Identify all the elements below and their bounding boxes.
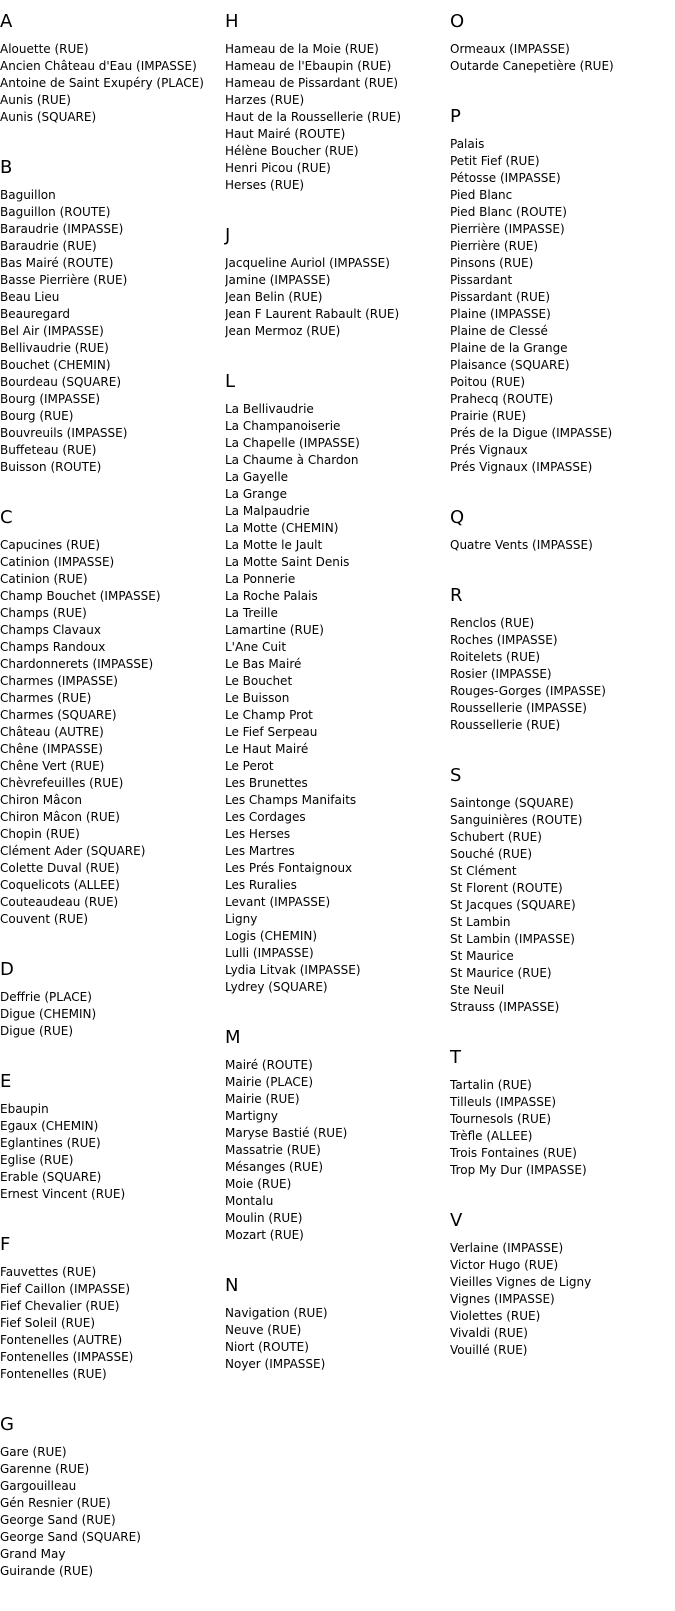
- index-column-3: [450, 0, 675, 1390]
- letter-heading: F: [0, 1234, 11, 1255]
- street-name: Pied Blanc (ROUTE): [450, 205, 567, 219]
- street-name: Mairie (RUE): [225, 1092, 300, 1106]
- street-name: Prairie (RUE): [450, 409, 527, 423]
- letter-group: [0, 507, 225, 928]
- street-name: Vieilles Vignes de Ligny: [450, 1275, 592, 1289]
- street-name: Fontenelles (AUTRE): [0, 1333, 123, 1347]
- street-name: St Maurice (RUE): [450, 966, 552, 980]
- street-name: Baguillon (ROUTE): [0, 205, 111, 219]
- street-name: Lulli (IMPASSE): [225, 946, 314, 960]
- street-name: Jean F Laurent Rabault (RUE): [225, 307, 400, 321]
- street-name: Charmes (RUE): [0, 691, 92, 705]
- street-list: [450, 1077, 675, 1179]
- street-name: Couvent (RUE): [0, 912, 89, 926]
- street-name: Pied Blanc: [450, 188, 513, 202]
- street-name: Gén Resnier (RUE): [0, 1496, 111, 1510]
- street-list: [225, 401, 450, 996]
- street-name: La Motte le Jault: [225, 538, 323, 552]
- street-name: Petit Fief (RUE): [450, 154, 540, 168]
- street-name: Pissardant (RUE): [450, 290, 551, 304]
- letter-heading: V: [450, 1210, 463, 1231]
- letter-group: [225, 371, 450, 996]
- street-name: Mairé (ROUTE): [225, 1058, 313, 1072]
- street-list: [450, 1240, 675, 1359]
- letter-heading: A: [0, 11, 13, 32]
- street-name: Les Herses: [225, 827, 291, 841]
- street-name: Digue (RUE): [0, 1024, 74, 1038]
- street-name: St Lambin (IMPASSE): [450, 932, 575, 946]
- street-name: Pétosse (IMPASSE): [450, 171, 561, 185]
- street-name: Eglise (RUE): [0, 1153, 74, 1167]
- street-name: Aunis (RUE): [0, 93, 71, 107]
- street-name: Hameau de Pissardant (RUE): [225, 76, 399, 90]
- street-name: Pissardant: [450, 273, 513, 287]
- street-name: Niort (ROUTE): [225, 1340, 309, 1354]
- street-name: Prés Vignaux (IMPASSE): [450, 460, 593, 474]
- letter-heading: J: [225, 225, 231, 246]
- street-name: Gare (RUE): [0, 1445, 67, 1459]
- letter-group: [0, 1071, 225, 1203]
- street-name: Fontenelles (IMPASSE): [0, 1350, 134, 1364]
- street-name: Chêne (IMPASSE): [0, 742, 103, 756]
- letter-group: [450, 1047, 675, 1179]
- street-name: Les Ruralies: [225, 878, 297, 892]
- street-name: Champs (RUE): [0, 606, 87, 620]
- street-name: Massatrie (RUE): [225, 1143, 321, 1157]
- street-name: Neuve (RUE): [225, 1323, 302, 1337]
- letter-heading: M: [225, 1027, 241, 1048]
- street-name: Strauss (IMPASSE): [450, 1000, 560, 1014]
- street-name: La Roche Palais: [225, 589, 318, 603]
- street-name: Bouvreuils (IMPASSE): [0, 426, 128, 440]
- street-name: Victor Hugo (RUE): [450, 1258, 559, 1272]
- street-name: St Florent (ROUTE): [450, 881, 563, 895]
- street-name: Poitou (RUE): [450, 375, 526, 389]
- street-name: Haut Mairé (ROUTE): [225, 127, 346, 141]
- letter-group: [450, 585, 675, 734]
- street-name: Pierrière (IMPASSE): [450, 222, 565, 236]
- street-name: St Jacques (SQUARE): [450, 898, 576, 912]
- street-name: Henri Picou (RUE): [225, 161, 331, 175]
- street-name: Ste Neuil: [450, 983, 505, 997]
- letter-group: [450, 765, 675, 1016]
- street-name: Guirande (RUE): [0, 1564, 94, 1578]
- street-list: [225, 1057, 450, 1244]
- street-name: Catinion (RUE): [0, 572, 88, 586]
- street-name: Pinsons (RUE): [450, 256, 534, 270]
- street-name: Renclos (RUE): [450, 616, 535, 630]
- street-name: Plaine de Clessé: [450, 324, 548, 338]
- street-name: Outarde Canepetière (RUE): [450, 59, 614, 73]
- letter-heading: L: [225, 371, 236, 392]
- street-name: Château (AUTRE): [0, 725, 104, 739]
- street-name: Bourg (IMPASSE): [0, 392, 101, 406]
- street-name: Baraudrie (RUE): [0, 239, 97, 253]
- street-name: Ormeaux (IMPASSE): [450, 42, 570, 56]
- street-name: La Motte Saint Denis: [225, 555, 350, 569]
- street-name: Plaine (IMPASSE): [450, 307, 551, 321]
- street-list: [225, 255, 450, 340]
- street-list: [0, 537, 225, 928]
- street-name: Ernest Vincent (RUE): [0, 1187, 126, 1201]
- street-name: Eglantines (RUE): [0, 1136, 101, 1150]
- street-list: [450, 537, 675, 554]
- street-name: Lydia Litvak (IMPASSE): [225, 963, 361, 977]
- street-name: Alouette (RUE): [0, 42, 89, 56]
- street-name: Rouges-Gorges (IMPASSE): [450, 684, 606, 698]
- street-name: Bouchet (CHEMIN): [0, 358, 111, 372]
- street-name: Chiron Mâcon: [0, 793, 83, 807]
- street-list: [0, 1264, 225, 1383]
- street-name: Buisson (ROUTE): [0, 460, 102, 474]
- street-name: Deffrie (PLACE): [0, 990, 92, 1004]
- street-name: Tournesols (RUE): [450, 1112, 552, 1126]
- letter-group: [225, 1027, 450, 1244]
- street-name: Levant (IMPASSE): [225, 895, 331, 909]
- letter-heading: C: [0, 507, 13, 528]
- street-name: Rosier (IMPASSE): [450, 667, 552, 681]
- street-name: Plaine de la Grange: [450, 341, 568, 355]
- street-name: Colette Duval (RUE): [0, 861, 120, 875]
- street-name: Les Prés Fontaignoux: [225, 861, 353, 875]
- letter-group: [450, 507, 675, 554]
- street-list: [225, 1305, 450, 1373]
- street-name: Hameau de l'Ebaupin (RUE): [225, 59, 392, 73]
- street-name: Egaux (CHEMIN): [0, 1119, 99, 1133]
- street-name: Le Fief Serpeau: [225, 725, 318, 739]
- street-name: Baguillon: [0, 188, 56, 202]
- letter-group: [0, 959, 225, 1040]
- letter-heading: S: [450, 765, 462, 786]
- street-name: Bas Mairé (ROUTE): [0, 256, 114, 270]
- street-name: Champ Bouchet (IMPASSE): [0, 589, 161, 603]
- letter-group: [225, 1275, 450, 1373]
- street-name: Moie (RUE): [225, 1177, 292, 1191]
- street-name: Sanguinières (ROUTE): [450, 813, 583, 827]
- street-name: Fief Chevalier (RUE): [0, 1299, 120, 1313]
- street-name: Le Buisson: [225, 691, 290, 705]
- street-name: Vouillé (RUE): [450, 1343, 528, 1357]
- letter-group: [0, 157, 225, 476]
- street-name: Coquelicots (ALLEE): [0, 878, 120, 892]
- street-name: Martigny: [225, 1109, 279, 1123]
- street-name: Jamine (IMPASSE): [225, 273, 331, 287]
- letter-group: [0, 11, 225, 126]
- street-name: L'Ane Cuit: [225, 640, 287, 654]
- street-name: Gargouilleau: [0, 1479, 77, 1493]
- letter-group: [0, 1234, 225, 1383]
- letter-heading: B: [0, 157, 13, 178]
- street-name: Bel Air (IMPASSE): [0, 324, 104, 338]
- street-name: Mésanges (RUE): [225, 1160, 324, 1174]
- street-name: Montalu: [225, 1194, 274, 1208]
- street-name: Les Brunettes: [225, 776, 308, 790]
- street-name: Le Perot: [225, 759, 274, 773]
- street-name: Fief Caillon (IMPASSE): [0, 1282, 131, 1296]
- letter-heading: R: [450, 585, 463, 606]
- street-name: Lydrey (SQUARE): [225, 980, 328, 994]
- street-name: Maryse Bastié (RUE): [225, 1126, 348, 1140]
- street-name: Bourg (RUE): [0, 409, 74, 423]
- letter-heading: P: [450, 106, 461, 127]
- letter-heading: G: [0, 1414, 14, 1435]
- street-name: La Champanoiserie: [225, 419, 341, 433]
- street-list: [225, 41, 450, 194]
- street-name: Tilleuls (IMPASSE): [450, 1095, 557, 1109]
- street-name: Souché (RUE): [450, 847, 533, 861]
- street-name: Catinion (IMPASSE): [0, 555, 115, 569]
- street-name: La Malpaudrie: [225, 504, 310, 518]
- street-name: Chêne Vert (RUE): [0, 759, 105, 773]
- street-name: Prahecq (ROUTE): [450, 392, 554, 406]
- street-name: Fauvettes (RUE): [0, 1265, 97, 1279]
- street-name: Champs Clavaux: [0, 623, 101, 637]
- street-name: Bourdeau (SQUARE): [0, 375, 122, 389]
- street-name: Garenne (RUE): [0, 1462, 90, 1476]
- street-name: Jean Belin (RUE): [225, 290, 323, 304]
- street-name: La Chapelle (IMPASSE): [225, 436, 360, 450]
- street-name: Bellivaudrie (RUE): [0, 341, 109, 355]
- street-name: Aunis (SQUARE): [0, 110, 97, 124]
- street-name: Violettes (RUE): [450, 1309, 541, 1323]
- street-name: Jacqueline Auriol (IMPASSE): [225, 256, 390, 270]
- street-name: Herses (RUE): [225, 178, 305, 192]
- street-name: La Chaume à Chardon: [225, 453, 359, 467]
- street-name: Moulin (RUE): [225, 1211, 303, 1225]
- street-name: Le Champ Prot: [225, 708, 313, 722]
- street-name: Mairie (PLACE): [225, 1075, 314, 1089]
- street-name: Beau Lieu: [0, 290, 60, 304]
- street-name: St Maurice: [450, 949, 514, 963]
- street-name: La Ponnerie: [225, 572, 296, 586]
- street-name: Les Martres: [225, 844, 295, 858]
- letter-group: [450, 11, 675, 75]
- street-name: Fief Soleil (RUE): [0, 1316, 96, 1330]
- street-name: Beauregard: [0, 307, 70, 321]
- street-name: George Sand (SQUARE): [0, 1530, 141, 1544]
- street-name: Roussellerie (RUE): [450, 718, 561, 732]
- street-name: Ebaupin: [0, 1102, 49, 1116]
- street-name: Fontenelles (RUE): [0, 1367, 107, 1381]
- street-name: Roitelets (RUE): [450, 650, 541, 664]
- street-name: Ancien Château d'Eau (IMPASSE): [0, 59, 197, 73]
- street-name: Les Champs Manifaits: [225, 793, 357, 807]
- street-name: Prés Vignaux: [450, 443, 528, 457]
- street-name: Noyer (IMPASSE): [225, 1357, 326, 1371]
- street-list: [450, 615, 675, 734]
- street-list: [0, 989, 225, 1040]
- street-name: Hameau de la Moie (RUE): [225, 42, 379, 56]
- street-name: La Grange: [225, 487, 288, 501]
- street-name: Chiron Mâcon (RUE): [0, 810, 120, 824]
- street-name: Ligny: [225, 912, 258, 926]
- street-name: Lamartine (RUE): [225, 623, 324, 637]
- letter-heading: H: [225, 11, 239, 32]
- street-name: La Treille: [225, 606, 278, 620]
- street-name: Palais: [450, 137, 485, 151]
- street-name: Trop My Dur (IMPASSE): [450, 1163, 587, 1177]
- street-name: Buffeteau (RUE): [0, 443, 97, 457]
- letter-heading: N: [225, 1275, 239, 1296]
- street-list: [0, 1101, 225, 1203]
- street-name: Digue (CHEMIN): [0, 1007, 97, 1021]
- street-name: Vignes (IMPASSE): [450, 1292, 555, 1306]
- street-name: Champs Randoux: [0, 640, 106, 654]
- street-list: [450, 136, 675, 476]
- street-list: [450, 795, 675, 1016]
- street-name: St Clément: [450, 864, 517, 878]
- street-name: Le Bouchet: [225, 674, 293, 688]
- letter-heading: O: [450, 11, 465, 32]
- letter-heading: Q: [450, 507, 465, 528]
- street-name: Clément Ader (SQUARE): [0, 844, 146, 858]
- street-name: Haut de la Roussellerie (RUE): [225, 110, 402, 124]
- street-name: Charmes (IMPASSE): [0, 674, 118, 688]
- street-name: La Bellivaudrie: [225, 402, 314, 416]
- letter-group: [0, 1414, 225, 1580]
- street-name: Baraudrie (IMPASSE): [0, 222, 124, 236]
- street-name: Antoine de Saint Exupéry (PLACE): [0, 76, 204, 90]
- street-name: Prés de la Digue (IMPASSE): [450, 426, 613, 440]
- street-name: Charmes (SQUARE): [0, 708, 117, 722]
- street-list: [450, 41, 675, 75]
- letter-heading: T: [450, 1047, 461, 1068]
- street-name: Logis (CHEMIN): [225, 929, 318, 943]
- street-list: [0, 41, 225, 126]
- street-name: Chardonnerets (IMPASSE): [0, 657, 154, 671]
- street-name: Le Haut Mairé: [225, 742, 309, 756]
- street-name: Mozart (RUE): [225, 1228, 304, 1242]
- street-name: Trois Fontaines (RUE): [450, 1146, 577, 1160]
- letter-heading: E: [0, 1071, 12, 1092]
- street-name: Roussellerie (IMPASSE): [450, 701, 587, 715]
- street-name: Jean Mermoz (RUE): [225, 324, 341, 338]
- street-name: Roches (IMPASSE): [450, 633, 558, 647]
- street-name: Chèvrefeuilles (RUE): [0, 776, 124, 790]
- street-name: Les Cordages: [225, 810, 306, 824]
- street-name: Erable (SQUARE): [0, 1170, 102, 1184]
- street-name: Hélène Boucher (RUE): [225, 144, 359, 158]
- letter-group: [225, 11, 450, 194]
- street-list: [0, 187, 225, 476]
- street-name: Plaisance (SQUARE): [450, 358, 570, 372]
- street-name: Quatre Vents (IMPASSE): [450, 538, 593, 552]
- street-name: La Gayelle: [225, 470, 289, 484]
- street-name: Saintonge (SQUARE): [450, 796, 574, 810]
- street-name: Trèfle (ALLEE): [450, 1129, 533, 1143]
- letter-group: [450, 106, 675, 476]
- street-name: Grand May: [0, 1547, 66, 1561]
- index-column-1: [0, 0, 225, 1611]
- street-name: Navigation (RUE): [225, 1306, 328, 1320]
- street-list: [0, 1444, 225, 1580]
- street-name: Tartalin (RUE): [450, 1078, 532, 1092]
- letter-group: [225, 225, 450, 340]
- street-name: Capucines (RUE): [0, 538, 101, 552]
- street-name: Pierrière (RUE): [450, 239, 538, 253]
- letter-heading: D: [0, 959, 14, 980]
- street-name: Le Bas Mairé: [225, 657, 302, 671]
- index-column-2: [225, 0, 450, 1404]
- street-name: Chopin (RUE): [0, 827, 80, 841]
- street-name: Basse Pierrière (RUE): [0, 273, 128, 287]
- letter-group: [450, 1210, 675, 1359]
- street-name: George Sand (RUE): [0, 1513, 116, 1527]
- street-name: Schubert (RUE): [450, 830, 542, 844]
- street-name: St Lambin: [450, 915, 511, 929]
- street-name: Harzes (RUE): [225, 93, 305, 107]
- street-name: La Motte (CHEMIN): [225, 521, 339, 535]
- street-name: Vivaldi (RUE): [450, 1326, 528, 1340]
- street-name: Verlaine (IMPASSE): [450, 1241, 564, 1255]
- street-name: Couteaudeau (RUE): [0, 895, 119, 909]
